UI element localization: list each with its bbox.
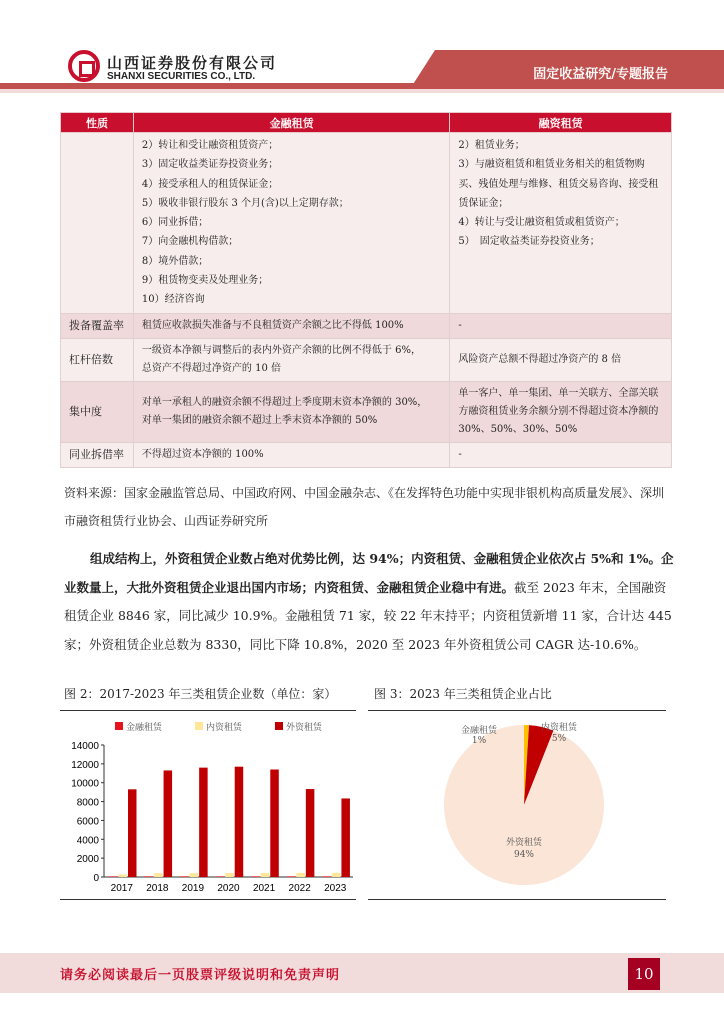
row-key: 拨备覆盖率 [61, 313, 134, 338]
cell-line: 对单一承租人的融资余额不得超过上季度期末资本净额的 30%， [141, 396, 428, 408]
x-tick-label: 2022 [288, 883, 311, 894]
legend-label: 外资租赁 [286, 723, 323, 733]
cell-line: 10）经济咨询 [141, 294, 205, 306]
bar-金融租赁 [145, 876, 154, 877]
table-row [61, 133, 672, 314]
divider [60, 899, 356, 900]
company-name-cn: 山西证券股份有限公司 [107, 54, 278, 72]
cell-fin [133, 442, 449, 467]
slice-value: 1% [471, 736, 487, 746]
bar-外资租赁 [306, 789, 315, 877]
bar-内资租赁 [332, 873, 341, 877]
section-title: 固定收益研究/专题报告 [533, 67, 668, 82]
x-tick-label: 2017 [110, 883, 133, 894]
table-row [61, 313, 672, 338]
y-tick-label: 12000 [71, 759, 99, 771]
divider [368, 899, 666, 900]
cell-line: 7）向金融机构借款； [141, 236, 239, 248]
bar-外资租赁 [235, 767, 244, 877]
cell-lease [450, 442, 672, 467]
bar-内资租赁 [154, 873, 163, 877]
x-tick-label: 2020 [217, 883, 240, 894]
bar-内资租赁 [190, 873, 199, 877]
paragraph-bold: 组成结构上，外资租赁企业数占绝对优势比例，达 94%；内资租赁、金融租赁企业依次占 5%和 1%。企业数量上，大批外资租赁企业退出国内市场；内资租赁、金融租赁企业稳中有进。 [64, 551, 674, 595]
slice-value: 94% [513, 850, 535, 860]
bar-内资租赁 [296, 873, 305, 877]
header-rule-light [0, 89, 724, 93]
company-logo-icon [68, 50, 100, 82]
cell-line: 不得超过资本净额的 100% [141, 448, 264, 460]
cell-line: 8）境外借款； [141, 255, 209, 267]
cell-lease [450, 338, 672, 381]
regulation-table [60, 112, 672, 468]
y-tick-label: 0 [93, 873, 99, 884]
cell-line: 租赁应收款损失准备与不良租赁资产余额之比不得低 100% [141, 319, 404, 331]
pie-chart [368, 712, 666, 898]
y-tick-label: 8000 [76, 797, 99, 809]
figure3-title: 图 3：2023 年三类租赁企业占比 [374, 687, 552, 701]
page-header [0, 0, 724, 100]
col-header: 金融租赁 [133, 113, 449, 133]
page-number: 10 [628, 958, 660, 990]
bar-外资租赁 [270, 770, 279, 877]
col-header: 性质 [61, 113, 134, 133]
slice-name: 内资租赁 [540, 723, 578, 733]
slice-value: 5% [551, 734, 567, 744]
cell-line: 2）租赁业务； [458, 140, 525, 151]
row-key: 同业拆借率 [61, 442, 134, 467]
paragraph-text: 截至 2023 年末，全国融资租赁企业 8846 家，同比减少 10.9%。金融租赁 71 家，较 22 年末持平；内资租赁新增 11 家，合计达 445 家；外资租赁企业总数为 8330，同比下降 10.8%，2020 至 2023 年外资租赁公司 CAGR 达-10.6%。 [64, 579, 672, 652]
cell-lease [450, 313, 672, 338]
y-tick-label: 10000 [71, 778, 99, 790]
cell-line: 3）固定收益类证券投资业务； [141, 159, 279, 171]
bar-内资租赁 [261, 873, 270, 877]
bar-金融租赁 [287, 876, 296, 877]
slice-name: 金融租赁 [460, 726, 498, 736]
cell-line: 一级资本净额与调整后的表内外资产余额的比例不得低于 6%， [141, 344, 421, 356]
table-row [61, 381, 672, 442]
cell-line: 4）转让与受让融资租赁或租赁资产； [458, 217, 625, 229]
bar-chart [60, 712, 356, 898]
bar-金融租赁 [322, 876, 331, 877]
bar-内资租赁 [225, 873, 234, 877]
legend-swatch [115, 722, 123, 730]
bar-外资租赁 [199, 768, 208, 877]
row-key [61, 133, 134, 314]
divider [368, 710, 666, 711]
x-tick-label: 2023 [324, 883, 347, 894]
bar-外资租赁 [164, 770, 173, 877]
cell-fin [133, 381, 449, 442]
cell-fin [133, 338, 449, 381]
bar-金融租赁 [180, 876, 189, 877]
divider [60, 710, 356, 711]
cell-line: 3）与融资租赁和租赁业务相关的租赁物购买、残值处理与维修、租赁交易咨询、接受租赁保证金； [458, 159, 659, 209]
bar-金融租赁 [109, 876, 118, 877]
col-header: 融资租赁 [450, 113, 672, 133]
row-key: 集中度 [61, 381, 134, 442]
pie-slice-外资租赁 [444, 725, 604, 885]
figure2-title: 图 2：2017-2023 年三类租赁企业数（单位：家） [64, 687, 337, 701]
cell-lease [450, 381, 672, 442]
cell-line: 4）接受承租人的租赁保证金； [141, 178, 279, 190]
y-tick-label: 2000 [76, 854, 99, 866]
row-key: 杠杆倍数 [61, 338, 134, 381]
cell-fin [133, 313, 449, 338]
cell-line: 总资产不得超过净资产的 10 倍 [141, 362, 281, 374]
cell-line: - [458, 448, 462, 460]
legend-label: 内资租赁 [206, 723, 243, 733]
slice-name: 外资租赁 [505, 838, 543, 848]
bar-外资租赁 [341, 798, 350, 877]
body-paragraph [64, 545, 676, 659]
cell-line: 5） 固定收益类证券投资业务； [458, 236, 600, 248]
table-source: 资料来源：国家金融监管总局、中国政府网、中国金融杂志、《在发挥特色功能中实现非银机构高质量发展》、深圳市融资租赁行业协会、山西证券研究所 [64, 486, 665, 528]
bar-金融租赁 [251, 876, 259, 877]
table-row [61, 442, 672, 467]
bar-内资租赁 [119, 874, 128, 877]
legend-swatch [275, 722, 283, 730]
table-row [61, 338, 672, 381]
bar-外资租赁 [128, 789, 137, 877]
cell-line: 风险资产总额不得超过净资产的 8 倍 [458, 353, 622, 365]
cell-line: 对单一集团的融资余额不超过上季末资本净额的 50% [141, 414, 378, 426]
cell-line: 6）同业拆借； [141, 217, 209, 229]
x-tick-label: 2018 [146, 883, 169, 894]
y-tick-label: 6000 [76, 816, 99, 828]
x-tick-label: 2021 [252, 883, 276, 894]
cell-line: - [458, 319, 462, 331]
legend-swatch [195, 722, 203, 730]
legend-label: 金融租赁 [126, 723, 163, 733]
cell-line: 单一客户、单一集团、单一关联方、全部关联方融资租赁业务余额分别不得超过资本净额的 30%、50%、30%、50% [458, 387, 659, 435]
cell-line: 2）转让和受让融资租赁资产； [141, 140, 279, 151]
cell-line: 9）租赁物变卖及处理业务； [141, 275, 269, 287]
company-name-en: SHANXI SECURITIES CO., LTD. [107, 71, 256, 82]
cell-lease [450, 133, 672, 314]
cell-line: 5）吸收非银行股东 3 个月(含)以上定期存款； [141, 197, 349, 209]
y-tick-label: 4000 [76, 835, 99, 847]
cell-fin [133, 133, 449, 314]
y-tick-label: 14000 [71, 741, 99, 752]
x-tick-label: 2019 [181, 883, 205, 894]
footer-disclaimer: 请务必阅读最后一页股票评级说明和免责声明 [60, 968, 341, 983]
bar-金融租赁 [216, 876, 225, 877]
